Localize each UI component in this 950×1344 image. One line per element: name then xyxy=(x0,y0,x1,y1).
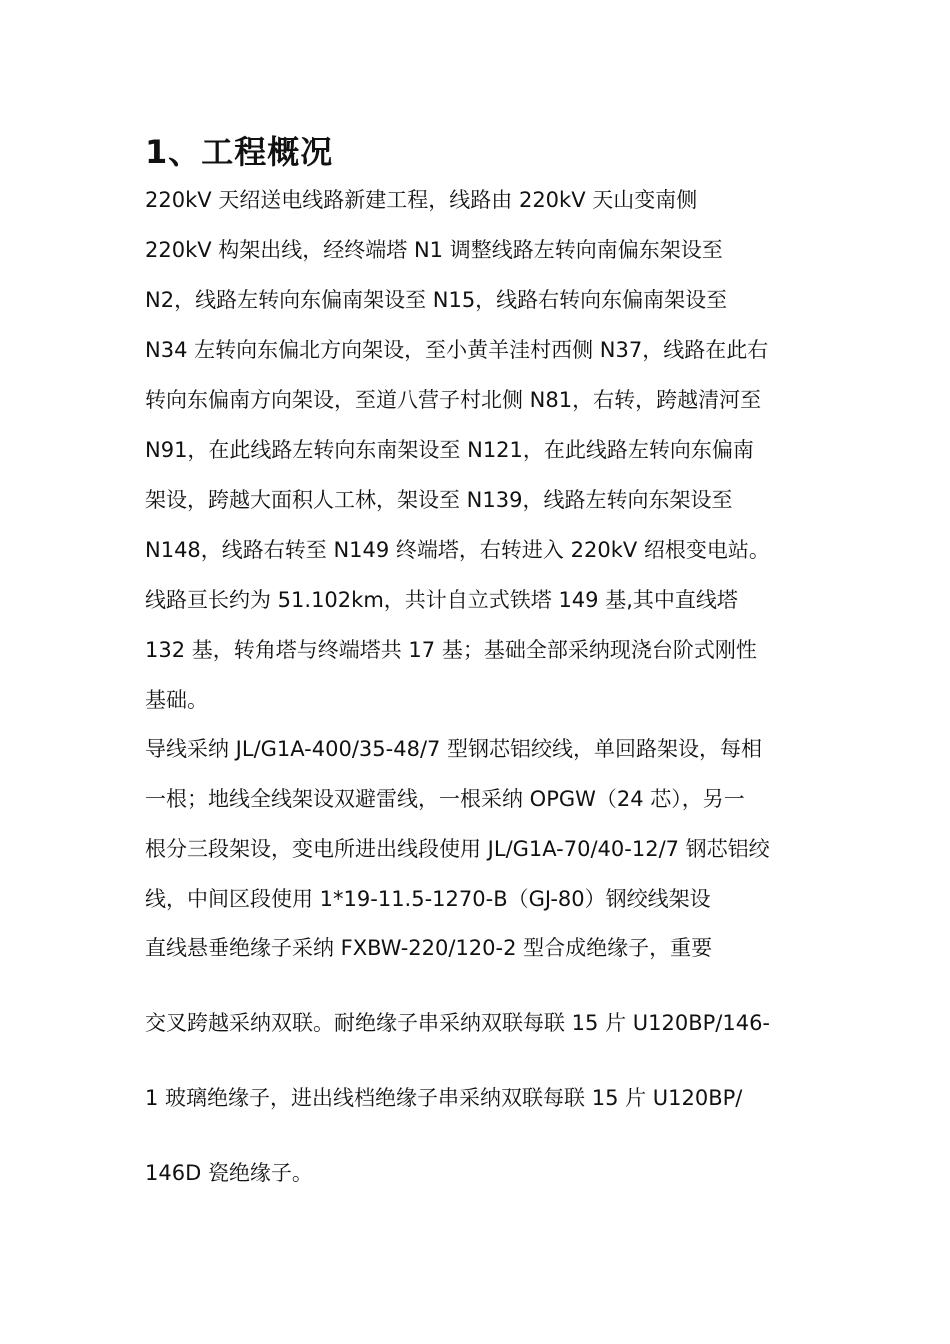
paragraph-line: 基础。 xyxy=(145,688,208,712)
paragraph-line: 根分三段架设，变电所进出线段使用 JL/G1A-70/40-12/7 钢芯铝绞 xyxy=(145,837,770,861)
paragraph-line: 一根；地线全线架设双避雷线，一根采纳 OPGW（24 芯），另一 xyxy=(145,787,745,811)
paragraph-line: N148，线路右转至 N149 终端塔，右转进入 220kV 绍根变电站。 xyxy=(145,538,770,562)
paragraph-line: N34 左转向东偏北方向架设，至小黄羊洼村西侧 N37，线路在此右 xyxy=(145,338,769,362)
section-heading: 1、工程概况 xyxy=(145,133,334,171)
paragraph-line: 架设，跨越大面积人工林，架设至 N139，线路左转向东架设至 xyxy=(145,488,733,512)
paragraph-line: 132 基，转角塔与终端塔共 17 基；基础全部采纳现浇台阶式刚性 xyxy=(145,638,757,662)
paragraph-line: 转向东偏南方向架设，至道八营子村北侧 N81，右转，跨越清河至 xyxy=(145,388,762,412)
paragraph-line: 1 玻璃绝缘子，进出线档绝缘子串采纳双联每联 15 片 U120BP/ xyxy=(145,1086,743,1110)
paragraph-line: 220kV 天绍送电线路新建工程，线路由 220kV 天山变南侧 xyxy=(145,188,698,212)
paragraph-line: 直线悬垂绝缘子采纳 FXBW-220/120-2 型合成绝缘子，重要 xyxy=(145,936,713,960)
paragraph-line: 线路亘长约为 51.102km，共计自立式铁塔 149 基,其中直线塔 xyxy=(145,588,738,612)
paragraph-line: 交叉跨越采纳双联。耐绝缘子串采纳双联每联 15 片 U120BP/146- xyxy=(145,1011,771,1035)
paragraph-line: 导线采纳 JL/G1A-400/35-48/7 型钢芯铝绞线，单回路架设，每相 xyxy=(145,737,763,761)
paragraph-line: 146D 瓷绝缘子。 xyxy=(145,1161,313,1185)
paragraph-line: 线，中间区段使用 1*19-11.5-1270-B（GJ-80）钢绞线架设 xyxy=(145,887,711,911)
paragraph-line: N91，在此线路左转向东南架设至 N121，在此线路左转向东偏南 xyxy=(145,438,754,462)
paragraph-line: N2，线路左转向东偏南架设至 N15，线路右转向东偏南架设至 xyxy=(145,288,728,312)
paragraph-line: 220kV 构架出线，经终端塔 N1 调整线路左转向南偏东架设至 xyxy=(145,238,723,262)
